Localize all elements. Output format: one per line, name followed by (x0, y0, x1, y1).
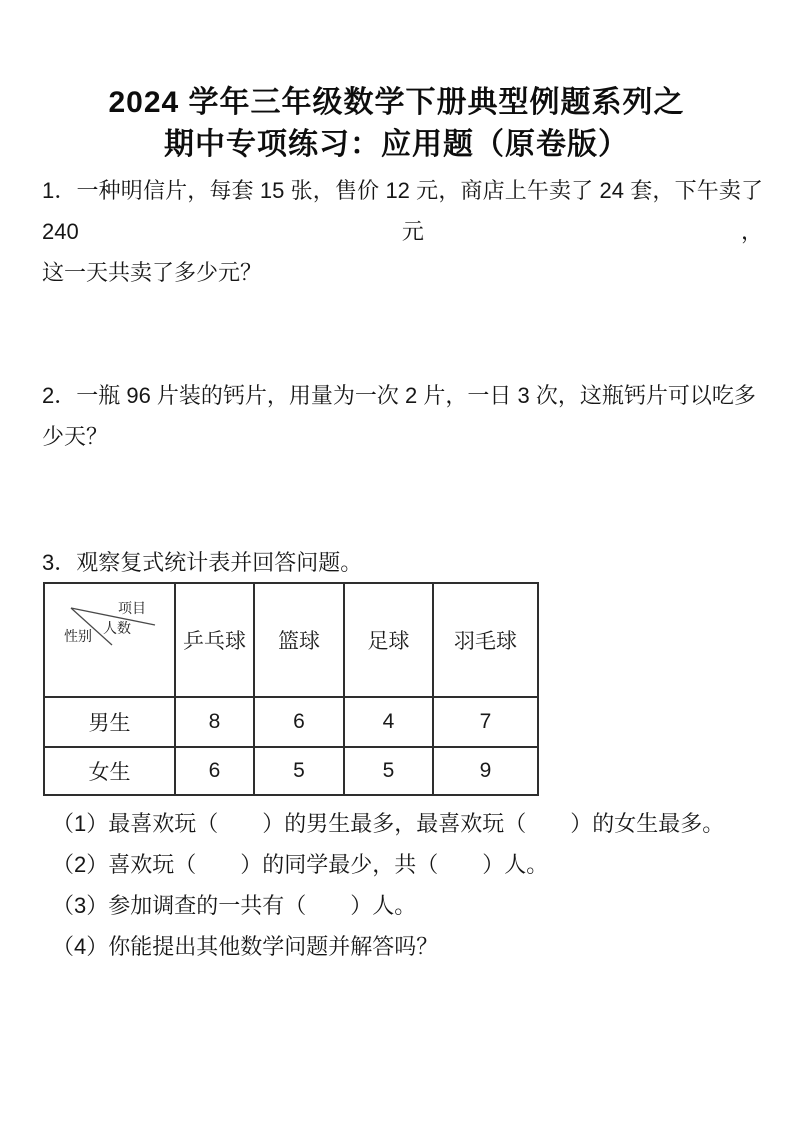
problem-3-line-1: 3．观察复式统计表并回答问题。 (42, 550, 363, 575)
column-header-football: 足球 (344, 583, 433, 697)
sub-question-1: （1）最喜欢玩（ ）的男生最多，最喜欢玩（ ）的女生最多。 (52, 811, 725, 836)
table-row-girls (44, 747, 538, 795)
girls-basketball-value: 5 (254, 747, 344, 795)
title-line-1: 2024 学年三年级数学下册典型例题系列之 (108, 86, 685, 119)
problem-2 (42, 375, 763, 457)
table-row-boys (44, 697, 538, 747)
problem-1-line-1: 1．一种明信片，每套 15 张，售价 12 元，商店上午卖了 24 套，下午卖了 240 元， (42, 178, 763, 244)
diagonal-divider (45, 584, 176, 696)
column-header-pingpong: 乒乓球 (175, 583, 254, 697)
corner-label-gender: 性别 (64, 628, 92, 644)
sub-question-3: （3）参加调查的一共有（ ）人。 (52, 893, 417, 918)
problem-1-line-2: 这一天共卖了多少元？ (42, 260, 263, 285)
problem-2-line-1: 2．一瓶 96 片装的钙片，用量为一次 2 片，一日 3 次，这瓶钙片可以吃多少天？ (42, 383, 756, 449)
corner-label-count: 人数 (103, 620, 131, 636)
girls-badminton-value: 9 (433, 747, 538, 795)
sub-question-2: （2）喜欢玩（ ）的同学最少，共（ ）人。 (52, 852, 549, 877)
corner-label-item: 项目 (118, 600, 146, 616)
girls-pingpong-value: 6 (175, 747, 254, 795)
title-line-2: 期中专项练习：应用题（原卷版） (164, 128, 629, 161)
boys-football-value: 4 (344, 697, 433, 747)
girls-football-value: 5 (344, 747, 433, 795)
problem-1 (42, 170, 763, 293)
table-header-row (44, 583, 538, 697)
problem-3-intro (42, 542, 763, 583)
statistics-table (43, 582, 539, 796)
column-header-badminton: 羽毛球 (433, 583, 538, 697)
boys-pingpong-value: 8 (175, 697, 254, 747)
column-header-basketball: 篮球 (254, 583, 344, 697)
sub-question-4: （4）你能提出其他数学问题并解答吗？ (52, 934, 439, 959)
boys-badminton-value: 7 (433, 697, 538, 747)
boys-basketball-value: 6 (254, 697, 344, 747)
row-label-girls: 女生 (44, 747, 175, 795)
row-label-boys: 男生 (44, 697, 175, 747)
worksheet-title (0, 82, 793, 166)
sub-questions (52, 803, 763, 967)
table-corner-cell (44, 583, 175, 697)
